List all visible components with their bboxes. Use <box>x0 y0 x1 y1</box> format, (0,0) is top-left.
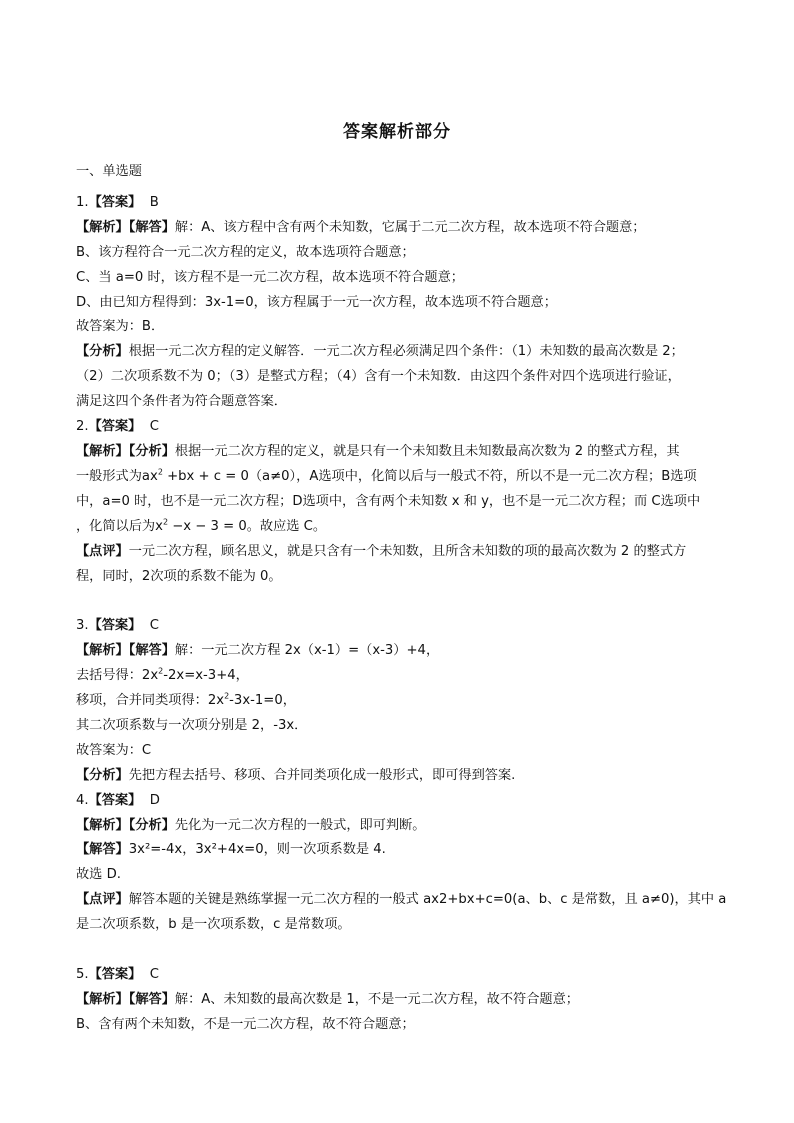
answer-tag: 【答案】 <box>88 194 142 210</box>
question-number: 3. <box>76 618 89 634</box>
text-line: 一元二次方程，顾名思义，就是只含有一个未知数，且所含未知数的项的最高次数为 2 的整式方 <box>128 543 687 559</box>
spacer <box>76 589 720 614</box>
text-line: 故答案为：B． <box>76 319 165 335</box>
q2-dianping-line <box>76 540 720 565</box>
text-line: 程，同时，2次项的系数不能为 0。 <box>76 568 282 584</box>
text-line: 3x²=-4x，3x²+4x=0，则一次项系数是 4. <box>128 842 386 858</box>
text-line: 根据一元二次方程的定义，就是只有一个未知数且未知数最高次数为 2 的整式方程，其 <box>174 443 680 459</box>
section-heading: 一、单选题 <box>76 164 142 179</box>
jieda-tag: 【解答】 <box>128 991 175 1007</box>
text-fragment: −x − 3 = 0。故应选 C。 <box>168 518 327 534</box>
text-line: B、含有两个未知数，不是一元二次方程，故不符合题意； <box>76 1016 415 1032</box>
dianping-tag: 【点评】 <box>76 543 129 559</box>
text-line: 先把方程去括号、移项、合并同类项化成一般形式，即可得到答案. <box>128 767 516 783</box>
text-line: 根据一元二次方程的定义解答．一元二次方程必须满足四个条件：（1）未知数的最高次数是 2； <box>128 344 684 360</box>
text-fragment: +bx + c = 0（a≠0），A选项中，化简以后与一般式不符，所以不是一元二次方程；B选项 <box>162 468 697 484</box>
text-line: B、该方程符合一元二次方程的定义，故本选项符合题意； <box>76 244 415 260</box>
text-line: 先化为一元二次方程的一般式，即可判断。 <box>174 817 426 833</box>
superscript: 2 <box>157 467 163 477</box>
q1-fenxi-line <box>76 340 720 365</box>
spacer <box>76 938 720 963</box>
answer-value: B <box>149 194 159 210</box>
text-fragment: 一般形式为ax <box>76 468 158 484</box>
jieda-tag: 【解答】 <box>128 643 175 659</box>
superscript: 2 <box>158 666 164 676</box>
answer-value: C <box>149 966 159 982</box>
question-number: 5. <box>76 966 89 982</box>
jieda-tag: 【解答】 <box>128 219 175 235</box>
text-line: 中，a=0 时，也不是一元二次方程；D选项中，含有两个未知数 x 和 y，也不是一元二次方程；而 C选项中 <box>76 493 701 509</box>
text-fragment: ，化简以后为x <box>76 518 163 534</box>
jiexi-tag: 【解析】 <box>76 643 129 659</box>
text-line: D、由已知方程得到：3x-1=0，该方程属于一元一次方程，故本选项不符合题意； <box>76 294 557 310</box>
q2-jiexi-line <box>76 440 720 465</box>
q3-fenxi-line <box>76 764 720 789</box>
superscript: 2 <box>224 691 230 701</box>
jieda-tag: 【解答】 <box>76 842 129 858</box>
question-number: 4. <box>76 792 89 808</box>
q5-jiexi-line <box>76 988 720 1013</box>
text-line: （2）二次项系数不为 0；（3）是整式方程；（4）含有一个未知数．由这四个条件对四个选项进行验证， <box>76 369 681 385</box>
text-line: 解：A、未知数的最高次数是 1，不是一元二次方程，故不符合题意； <box>174 991 579 1007</box>
text-line <box>76 689 720 714</box>
text-line: 故答案为：C <box>76 742 152 758</box>
fenxi-tag: 【分析】 <box>128 817 175 833</box>
q3-jiexi-line <box>76 639 720 664</box>
answer-tag: 【答案】 <box>88 966 142 982</box>
answer-value: C <box>149 419 159 435</box>
jiexi-tag: 【解析】 <box>76 991 129 1007</box>
text-line <box>76 664 720 689</box>
fenxi-tag: 【分析】 <box>76 767 129 783</box>
question-number: 1. <box>76 194 89 210</box>
text-line: 解：一元二次方程 2x（x-1）=（x-3）+4， <box>174 643 440 659</box>
q4-dianping-line <box>76 888 727 913</box>
text-line <box>76 465 720 490</box>
text-line: C、当 a=0 时，该方程不是一元二次方程，故本选项不符合题意； <box>76 269 464 285</box>
text-line: 其二次项系数与一次项分别是 2，-3x． <box>76 717 308 733</box>
text-line: 满足这四个条件者为符合题意答案． <box>76 394 287 410</box>
q4-jieda-line <box>76 838 720 863</box>
text-line: 解答本题的关键是熟练掌握一元二次方程的一般式 ax2+bx+c=0(a、b、c 是常数，且 a≠0)，其中 a <box>128 892 727 908</box>
q3-answer-line <box>76 614 720 639</box>
answer-value: D <box>149 792 160 808</box>
jiexi-tag: 【解析】 <box>76 443 129 459</box>
q2-answer-line <box>76 415 720 440</box>
fenxi-tag: 【分析】 <box>128 443 175 459</box>
q1-jiexi-line <box>76 216 720 241</box>
text-fragment: -3x-1=0， <box>229 693 296 709</box>
superscript: 2 <box>162 517 169 527</box>
text-line: 是二次项系数，b 是一次项系数，c 是常数项。 <box>76 917 351 933</box>
answer-tag: 【答案】 <box>88 792 142 808</box>
answer-tag: 【答案】 <box>88 419 142 435</box>
jiexi-tag: 【解析】 <box>76 219 129 235</box>
text-line: 解：A、该方程中含有两个未知数，它属于二元二次方程，故本选项不符合题意； <box>174 219 646 235</box>
answer-tag: 【答案】 <box>88 618 142 634</box>
text-line <box>76 515 720 540</box>
q1-answer-line <box>76 191 720 216</box>
text-line: 故选 D. <box>76 867 121 883</box>
q4-answer-line <box>76 789 720 814</box>
text-fragment: 移项，合并同类项得：2x <box>76 693 225 709</box>
text-fragment: -2x=x-3+4， <box>163 668 249 684</box>
dianping-tag: 【点评】 <box>76 892 129 908</box>
text-fragment: 去括号得：2x <box>76 668 159 684</box>
jiexi-tag: 【解析】 <box>76 817 129 833</box>
page-title: 答案解析部分 <box>343 122 451 142</box>
question-number: 2. <box>76 419 89 435</box>
fenxi-tag: 【分析】 <box>76 344 129 360</box>
answer-content <box>76 160 727 1038</box>
answer-value: C <box>149 618 159 634</box>
q4-jiexi-line <box>76 814 720 839</box>
q5-answer-line <box>76 963 720 988</box>
